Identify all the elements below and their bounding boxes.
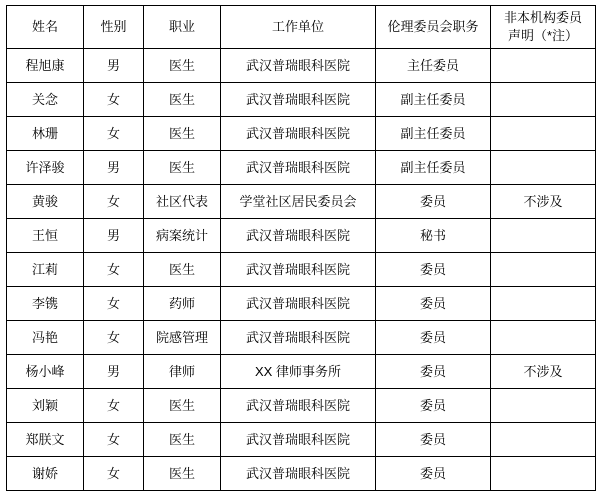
cell-role-label: 委员 <box>419 397 446 413</box>
cell-role-label: 委员 <box>419 295 446 311</box>
cell-name-label: 黄骏 <box>31 193 58 209</box>
cell-organization-label: 武汉普瑞眼科医院 <box>245 57 350 73</box>
cell-declaration <box>491 321 596 355</box>
cell-role <box>376 185 491 219</box>
cell-name <box>7 219 84 253</box>
cell-declaration <box>491 219 596 253</box>
cell-gender-label: 男 <box>106 57 120 73</box>
cell-gender <box>84 151 144 185</box>
cell-organization <box>221 151 376 185</box>
column-header-job-label: 职业 <box>168 19 195 35</box>
cell-declaration-label: 不涉及 <box>523 193 563 209</box>
cell-gender <box>84 117 144 151</box>
cell-name-label: 许泽骏 <box>25 159 65 175</box>
cell-name <box>7 151 84 185</box>
cell-gender <box>84 219 144 253</box>
cell-job <box>144 219 221 253</box>
cell-declaration-label: 不涉及 <box>523 363 563 379</box>
cell-organization <box>221 253 376 287</box>
cell-name <box>7 253 84 287</box>
cell-organization <box>221 49 376 83</box>
cell-gender <box>84 457 144 491</box>
ethics-committee-table <box>6 5 596 491</box>
cell-organization-label: XX 律师事务所 <box>255 363 341 379</box>
cell-organization-label: 武汉普瑞眼科医院 <box>245 159 350 175</box>
cell-gender-label: 男 <box>106 159 120 175</box>
column-header-organization <box>221 6 376 49</box>
cell-gender-label: 女 <box>106 295 120 311</box>
cell-role-label: 委员 <box>419 431 446 447</box>
cell-role-label: 委员 <box>419 193 446 209</box>
cell-gender <box>84 355 144 389</box>
cell-organization-label: 武汉普瑞眼科医院 <box>245 465 350 481</box>
cell-gender-label: 女 <box>106 397 120 413</box>
cell-organization <box>221 185 376 219</box>
cell-role <box>376 321 491 355</box>
cell-role-label: 副主任委员 <box>400 159 466 175</box>
cell-job-label: 医生 <box>168 125 195 141</box>
cell-job-label: 医生 <box>168 465 195 481</box>
cell-job <box>144 117 221 151</box>
cell-organization <box>221 355 376 389</box>
cell-declaration <box>491 151 596 185</box>
column-header-organization-label: 工作单位 <box>271 19 324 35</box>
cell-organization <box>221 423 376 457</box>
cell-job-label: 病案统计 <box>155 227 208 243</box>
document-page <box>0 5 602 483</box>
cell-role-label: 秘书 <box>419 227 446 243</box>
cell-gender <box>84 185 144 219</box>
cell-organization-label: 武汉普瑞眼科医院 <box>245 329 350 345</box>
cell-declaration <box>491 287 596 321</box>
cell-declaration <box>491 83 596 117</box>
cell-job-label: 药师 <box>168 295 195 311</box>
cell-role <box>376 389 491 423</box>
table-row <box>7 49 596 83</box>
cell-organization-label: 武汉普瑞眼科医院 <box>245 397 350 413</box>
cell-gender-label: 男 <box>106 227 120 243</box>
cell-role-label: 委员 <box>419 329 446 345</box>
cell-gender-label: 女 <box>106 261 120 277</box>
column-header-gender <box>84 6 144 49</box>
cell-name <box>7 49 84 83</box>
cell-name-label: 刘颖 <box>31 397 58 413</box>
column-header-declaration <box>491 6 596 49</box>
cell-job <box>144 355 221 389</box>
cell-name <box>7 355 84 389</box>
cell-organization <box>221 321 376 355</box>
cell-job-label: 医生 <box>168 91 195 107</box>
cell-name-label: 程旭康 <box>25 57 65 73</box>
table-row <box>7 287 596 321</box>
table-header <box>7 6 596 49</box>
column-header-gender-label: 性别 <box>100 19 127 35</box>
cell-gender <box>84 287 144 321</box>
cell-job <box>144 83 221 117</box>
cell-gender-label: 女 <box>106 465 120 481</box>
cell-declaration <box>491 389 596 423</box>
cell-organization-label: 学堂社区居民委员会 <box>239 193 357 209</box>
table-body <box>7 49 596 491</box>
cell-job-label: 医生 <box>168 57 195 73</box>
cell-job <box>144 321 221 355</box>
cell-organization <box>221 117 376 151</box>
cell-name <box>7 287 84 321</box>
cell-job-label: 律师 <box>168 363 195 379</box>
table-row <box>7 253 596 287</box>
table-row <box>7 321 596 355</box>
cell-organization <box>221 83 376 117</box>
cell-organization-label: 武汉普瑞眼科医院 <box>245 91 350 107</box>
cell-role <box>376 457 491 491</box>
cell-name-label: 关念 <box>31 91 58 107</box>
cell-gender-label: 男 <box>106 363 120 379</box>
cell-gender <box>84 389 144 423</box>
cell-job-label: 医生 <box>168 159 195 175</box>
cell-job <box>144 151 221 185</box>
cell-role <box>376 219 491 253</box>
cell-organization <box>221 287 376 321</box>
cell-name <box>7 423 84 457</box>
cell-name-label: 江莉 <box>31 261 58 277</box>
cell-role-label: 委员 <box>419 363 446 379</box>
cell-declaration <box>491 355 596 389</box>
cell-organization-label: 武汉普瑞眼科医院 <box>245 227 350 243</box>
cell-job <box>144 389 221 423</box>
cell-name-label: 谢娇 <box>31 465 58 481</box>
cell-name <box>7 321 84 355</box>
cell-organization <box>221 389 376 423</box>
column-header-name-label: 姓名 <box>31 19 58 35</box>
cell-role-label: 委员 <box>419 465 446 481</box>
cell-organization-label: 武汉普瑞眼科医院 <box>245 295 350 311</box>
cell-role <box>376 253 491 287</box>
cell-job-label: 院感管理 <box>155 329 208 345</box>
cell-role-label: 委员 <box>419 261 446 277</box>
table-row <box>7 185 596 219</box>
cell-gender <box>84 49 144 83</box>
column-header-role <box>376 6 491 49</box>
cell-declaration <box>491 253 596 287</box>
cell-job-label: 医生 <box>168 261 195 277</box>
cell-name-label: 冯艳 <box>31 329 58 345</box>
cell-organization <box>221 219 376 253</box>
column-header-name <box>7 6 84 49</box>
cell-declaration <box>491 423 596 457</box>
table-row <box>7 457 596 491</box>
cell-job <box>144 185 221 219</box>
cell-organization-label: 武汉普瑞眼科医院 <box>245 261 350 277</box>
cell-gender <box>84 253 144 287</box>
cell-gender-label: 女 <box>106 431 120 447</box>
cell-organization-label: 武汉普瑞眼科医院 <box>245 125 350 141</box>
table-row <box>7 83 596 117</box>
column-header-declaration-label: 非本机构委员声明（*注） <box>503 10 582 43</box>
cell-gender-label: 女 <box>106 193 120 209</box>
cell-declaration <box>491 185 596 219</box>
cell-job <box>144 49 221 83</box>
cell-name-label: 林珊 <box>31 125 58 141</box>
cell-name-label: 杨小峰 <box>25 363 65 379</box>
cell-gender <box>84 321 144 355</box>
cell-job <box>144 457 221 491</box>
cell-role <box>376 287 491 321</box>
cell-declaration <box>491 457 596 491</box>
table-row <box>7 117 596 151</box>
cell-role <box>376 49 491 83</box>
cell-organization <box>221 457 376 491</box>
cell-role-label: 副主任委员 <box>400 91 466 107</box>
cell-declaration <box>491 49 596 83</box>
cell-role <box>376 423 491 457</box>
table-row <box>7 389 596 423</box>
table-row <box>7 423 596 457</box>
cell-role <box>376 355 491 389</box>
cell-role <box>376 83 491 117</box>
cell-gender <box>84 83 144 117</box>
cell-organization-label: 武汉普瑞眼科医院 <box>245 431 350 447</box>
cell-job-label: 社区代表 <box>155 193 208 209</box>
cell-gender-label: 女 <box>106 329 120 345</box>
cell-gender <box>84 423 144 457</box>
cell-job-label: 医生 <box>168 431 195 447</box>
table-row <box>7 355 596 389</box>
cell-name <box>7 185 84 219</box>
cell-declaration <box>491 117 596 151</box>
cell-name <box>7 83 84 117</box>
cell-role <box>376 151 491 185</box>
cell-name-label: 郑朕文 <box>25 431 65 447</box>
table-row <box>7 151 596 185</box>
table-header-row <box>7 6 596 49</box>
cell-gender-label: 女 <box>106 91 120 107</box>
column-header-job <box>144 6 221 49</box>
cell-gender-label: 女 <box>106 125 120 141</box>
cell-name <box>7 389 84 423</box>
cell-job <box>144 287 221 321</box>
cell-role-label: 副主任委员 <box>400 125 466 141</box>
cell-role <box>376 117 491 151</box>
cell-role-label: 主任委员 <box>406 57 459 73</box>
cell-name <box>7 457 84 491</box>
cell-job <box>144 253 221 287</box>
cell-name-label: 王恒 <box>31 227 58 243</box>
column-header-role-label: 伦理委员会职务 <box>387 19 479 35</box>
cell-job <box>144 423 221 457</box>
table-row <box>7 219 596 253</box>
cell-job-label: 医生 <box>168 397 195 413</box>
cell-name <box>7 117 84 151</box>
cell-name-label: 李镌 <box>31 295 58 311</box>
